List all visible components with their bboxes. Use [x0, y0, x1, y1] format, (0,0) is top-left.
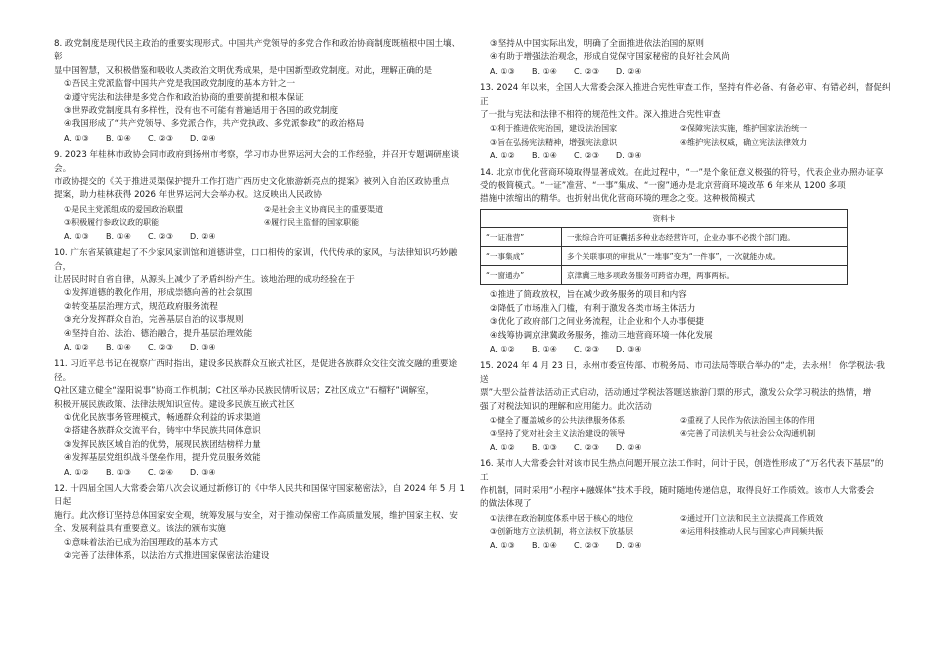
choice-b[interactable]: B. ①④: [532, 344, 557, 354]
option-4: ④线筹协调京津冀政务服务，推动三地营商环境一体化发展: [490, 330, 713, 341]
info-card-table: [480, 209, 848, 285]
option-3: ③创新地方立法机制，将立法权下放基层: [490, 527, 634, 537]
answer-choices: [480, 149, 892, 162]
option-4: ④发挥基层党组织战斗堡垒作用，提升党员服务效能: [64, 453, 261, 464]
question-stem-line: 10. 广东省某镇建起了不少家风家训馆和道德讲堂，口口相传的家训，代代传承的家风，与法律知识巧妙融合，: [54, 248, 458, 272]
table-row: [481, 228, 848, 247]
option-1: ①发挥道德的教化作用，形成崇德向善的社会氛围: [64, 288, 253, 299]
choice-b[interactable]: B. ①④: [106, 133, 131, 143]
option-row: [480, 525, 892, 538]
question-14: [480, 167, 892, 357]
choice-a[interactable]: A. ①②: [490, 442, 515, 452]
answer-choices: [480, 343, 892, 356]
choice-a[interactable]: A. ①②: [64, 342, 89, 352]
info-card-title: 资料卡: [481, 209, 848, 227]
option-2: ②搭建各族群众交流平台，铸牢中华民族共同体意识: [64, 426, 261, 437]
choice-b[interactable]: B. ①④: [106, 342, 131, 352]
answer-choices: [54, 230, 466, 243]
question-stem-line: 积极开展民族政策、法律法规知识宣传。建设多民族互嵌式社区: [54, 399, 295, 410]
table-cell: 多个关联事项的审批从“一堆事”变为“一件事”，一次就能办成。: [562, 247, 848, 266]
answer-choices: [480, 441, 892, 454]
question-stem-line: 强了对税法知识的理解和应用能力。此次活动: [480, 401, 652, 412]
question-stem-line: 11. 习近平总书记在视察广西时指出，建设多民族群众互嵌式社区，是促进各族群众交往交流交融的重要途径。: [54, 359, 458, 383]
choice-c[interactable]: C. ②③: [148, 342, 174, 352]
option-3: ③坚持从中国实际出发，明确了全面推进依法治国的原则: [490, 39, 704, 49]
question-stem-line: 受的极简模式。“一证”准营、“一事”集成、“一窗”通办是北京营商环境改革 6 年来从 1200 多项: [480, 181, 846, 192]
choice-c[interactable]: C. ②③: [574, 151, 600, 161]
answer-choices: [54, 466, 466, 479]
question-stem-line: 作机制，同时采用“小程序+融媒体”技术手段，随时随地传递信息，取得良好工作质效。该市人大常委会: [480, 485, 875, 496]
option-4: ④运用科技推动人民与国家心声同频共振: [680, 527, 824, 537]
option-1: ①法律在政治制度体系中居于核心的地位: [490, 513, 634, 523]
choice-d[interactable]: D. ②④: [190, 231, 216, 241]
table-cell: “一证准营”: [481, 228, 562, 247]
choice-d[interactable]: D. ③④: [190, 467, 216, 477]
option-1: ①推进了简政放权，旨在减少政务服务的项目和内容: [490, 290, 687, 301]
option-1: ①优化民族事务管理模式，畅通群众利益的诉求渠道: [64, 412, 261, 423]
option-2: ②是社会主义协商民主的重要渠道: [264, 204, 384, 214]
question-12: [54, 483, 466, 563]
choice-a[interactable]: A. ①③: [490, 66, 515, 76]
answer-choices: [54, 132, 466, 145]
answer-choices: [480, 65, 892, 78]
table-cell: 一张综合许可证囊括多种业态经营许可，企业办事不必拨个部门跑。: [562, 228, 848, 247]
option-3: ③坚持了党对社会主义法治建设的领导: [490, 429, 626, 439]
question-10: [54, 247, 466, 354]
question-13: [480, 82, 892, 162]
choice-b[interactable]: B. ①④: [532, 540, 557, 550]
question-stem-line: 9. 2023 年桂林市政协会同市政府到扬州市考察，学习市办世界运河大会的工作经验，并召开专题调研座谈会。: [54, 150, 460, 174]
question-11: [54, 358, 466, 479]
question-stem-line: Q社区建立健全“湿阳说事”协商工作机制；C社区举办民族民情听议居；Z社区成立“石榴籽”调解室，: [54, 386, 435, 397]
choice-c[interactable]: C. ②③: [574, 344, 600, 354]
answer-choices: [480, 539, 892, 552]
question-stem-line: 8. 政党制度是现代民主政治的重要实现形式。中国共产党领导的多党合作和政治协商制度既植根中国土壤、彰: [54, 39, 461, 63]
option-4: ④坚持自治、法治、德治融合，提升基层治理效能: [64, 328, 253, 339]
question-stem-line: 全、发展利益具有重要意义。该法的颁布实施: [54, 524, 226, 535]
question-16: [480, 458, 892, 552]
choice-a[interactable]: A. ①③: [490, 540, 515, 550]
question-stem-line: 施行。此次修订坚持总体国家安全观，统筹发展与安全，对于推动保密工作高质量发展，维护国家主权、安: [54, 510, 458, 521]
option-4: ④我国形成了“共产党领导、多党派合作，共产党执政、多党派参政”的政治格局: [64, 119, 365, 130]
question-stem-line: 13. 2024 年以来，全国人大常委会深入推进合宪性审查工作，坚持有件必备、有备必审、有错必纠，督促纠正: [480, 83, 891, 107]
option-row: [480, 136, 892, 149]
choice-a[interactable]: A. ①②: [490, 151, 515, 161]
right-column: [480, 38, 892, 556]
question-stem-line: 16. 某市人大常委会针对该市民生热点问题开展立法工作时，问计于民，创造性形成了“万名代表下基层”的工: [480, 459, 884, 483]
question-stem-line: 提案，助力桂林获得 2026 年世界运河大会举办权。这反映出人民政协: [54, 190, 322, 201]
table-cell: 京津冀三地多项政务服务可跨省办理，两事两标。: [562, 266, 848, 285]
question-stem-line: 让居民时时自省自律，从源头上减少了矛盾纠纷产生。该地治理的成功经验在于: [54, 274, 355, 285]
option-row: [54, 216, 466, 229]
option-1: ①意味着法治已成为治国理政的基本方式: [64, 537, 218, 548]
question-12-continued: [480, 38, 892, 78]
choice-a[interactable]: A. ①③: [64, 231, 89, 241]
question-15: [480, 360, 892, 454]
option-row: [480, 427, 892, 440]
option-row: [480, 414, 892, 427]
option-4: ④完善了司法机关与社会公众沟通机制: [680, 429, 816, 439]
question-stem-line: 显中国智慧，又积极借鉴和吸收人类政治文明优秀成果，是中国新型政党制度。对此，理解正确的是: [54, 65, 433, 76]
question-9: [54, 149, 466, 243]
option-row: [480, 122, 892, 135]
choice-d[interactable]: D. ②④: [616, 540, 642, 550]
choice-d[interactable]: D. ②④: [190, 133, 216, 143]
question-stem-line: 的做法体现了: [480, 499, 532, 510]
choice-c[interactable]: C. ②③: [574, 442, 600, 452]
option-3: ③充分发挥群众自治，完善基层自治的议事规则: [64, 315, 244, 326]
table-row: [481, 266, 848, 285]
option-4: ④有助于增强法治观念，形成自觉保守国家秘密的良好社会风尚: [490, 52, 730, 63]
choice-a[interactable]: A. ①③: [64, 133, 89, 143]
option-3: ③优化了政府部门之间业务流程，让企业和个人办事便捷: [490, 317, 704, 328]
option-1: ①健全了覆盖城乡的公共法律服务体系: [490, 415, 626, 425]
option-4: ④履行民主监督的国家职能: [264, 218, 360, 228]
table-cell: “一窗通办”: [481, 266, 562, 285]
choice-b[interactable]: B. ①④: [106, 231, 131, 241]
option-3: ③旨在弘扬宪法精神，增强宪法意识: [490, 137, 618, 147]
choice-d[interactable]: D. ③④: [616, 151, 642, 161]
choice-d[interactable]: D. ②④: [616, 442, 642, 452]
left-column: [54, 38, 466, 567]
answer-choices: [54, 341, 466, 354]
option-1: ①利于推进依宪治国，建设法治国家: [490, 124, 618, 134]
choice-c[interactable]: C. ②③: [574, 540, 600, 550]
choice-a[interactable]: A. ①②: [490, 344, 515, 354]
option-3: ③积极履行参政议政的职能: [64, 218, 160, 228]
question-stem-line: 票”大型公益普法活动正式启动，活动通过学税法答题送旅游门票的形式，激发公众学习税法的热情，增: [480, 388, 872, 399]
option-1: ①吾民主党派监督中国共产党是我国政党制度的基本方针之一: [64, 79, 296, 90]
table-row: [481, 247, 848, 266]
question-stem-line: 14. 北京市优化营商环境取得显著成效。在此过程中，“一”是个象征意义极强的符号，代表企业办照办证享: [480, 167, 884, 178]
choice-d[interactable]: D. ②④: [616, 66, 642, 76]
option-2: ②降低了市场准入门槛，有利于激发各类市场主体活力: [490, 303, 696, 314]
choice-c[interactable]: C. ②④: [148, 467, 174, 477]
option-2: ②转变基层治理方式，规范政府服务流程: [64, 301, 218, 312]
choice-b[interactable]: B. ①③: [532, 442, 557, 452]
choice-d[interactable]: D. ③④: [616, 344, 642, 354]
question-stem-line: 了一批与宪法和法律不相符的规范性文件。深入推进合宪性审查: [480, 110, 721, 121]
option-2: ②重视了人民作为依法治国主体的作用: [680, 415, 816, 425]
table-cell: “一事集成”: [481, 247, 562, 266]
choice-b[interactable]: B. ①④: [532, 66, 557, 76]
choice-c[interactable]: C. ②③: [148, 133, 174, 143]
question-stem-line: 12. 十四届全国人大常委会第八次会议通过新修订的《中华人民共和国保守国家秘密法》，自 2024 年 5 月 1 日起: [54, 484, 465, 508]
option-3: ③世界政党制度具有多样性，没有也不可能有普遍适用于各国的政党制度: [64, 106, 339, 117]
choice-d[interactable]: D. ③④: [190, 342, 216, 352]
option-1: ①是民主党派组成的爱国政治联盟: [64, 204, 184, 214]
option-4: ④维护宪法权威，确立宪法法律效力: [680, 137, 808, 147]
question-stem-line: 15. 2024 年 4 月 23 日，永州市委宣传部、市税务局、市司法局等联合举办的“走，去永州！ 你学税法·我送: [480, 361, 885, 385]
question-8: [54, 38, 466, 145]
option-row: [480, 512, 892, 525]
option-2: ②完善了法律体系，以法治方式推进国家保密法治建设: [64, 551, 270, 562]
question-stem-line: 措施中浓缩出的精华。也折射出优化营商环境的理念之变。这种极简模式: [480, 194, 756, 205]
option-3: ③发挥民族区域自治的优势，展现民族团结榜样力量: [64, 439, 261, 450]
choice-c[interactable]: C. ②③: [574, 66, 600, 76]
choice-a[interactable]: A. ①②: [64, 467, 89, 477]
question-stem-line: 市政协提交的《关于推进灵渠保护提升工作打造广西历史文化旅游新亮点的提案》被列入自治区政协重点: [54, 177, 450, 188]
choice-b[interactable]: B. ①④: [532, 151, 557, 161]
option-2: ②保障宪法实施，维护国家法治统一: [680, 124, 808, 134]
option-2: ②遵守宪法和法律是多党合作和政治协商的重要前提和根本保证: [64, 92, 304, 103]
choice-c[interactable]: C. ②③: [148, 231, 174, 241]
option-row: [54, 203, 466, 216]
choice-b[interactable]: B. ①③: [106, 467, 131, 477]
option-2: ②通过开门立法和民主立法提高工作质效: [680, 513, 824, 523]
